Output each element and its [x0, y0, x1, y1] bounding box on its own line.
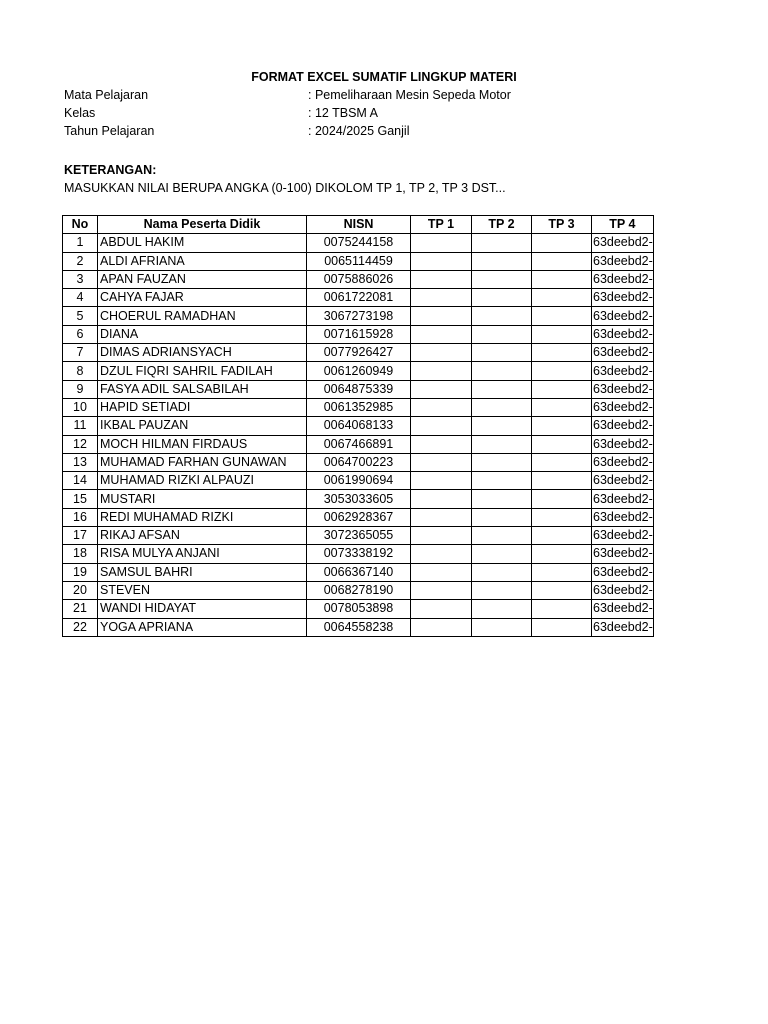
cell-tp1[interactable]	[411, 435, 472, 453]
meta-row-year	[64, 124, 664, 142]
table-row	[63, 527, 654, 545]
cell-tp2[interactable]	[472, 545, 532, 563]
table-row	[63, 289, 654, 307]
cell-no: 15	[63, 490, 98, 508]
cell-nisn: 0078053898	[307, 600, 411, 618]
keterangan-text: MASUKKAN NILAI BERUPA ANGKA (0-100) DIKOLOM TP 1, TP 2, TP 3 DST...	[64, 181, 506, 195]
cell-tp4[interactable]: 63deebd2-	[592, 600, 654, 618]
cell-tp2[interactable]	[472, 563, 532, 581]
cell-tp4[interactable]: 63deebd2-	[592, 618, 654, 636]
cell-tp4[interactable]: 63deebd2-	[592, 417, 654, 435]
cell-tp1[interactable]	[411, 234, 472, 252]
cell-nama: MOCH HILMAN FIRDAUS	[98, 435, 307, 453]
cell-tp4[interactable]: 63deebd2-	[592, 325, 654, 343]
meta-label: Kelas	[64, 106, 96, 120]
cell-tp2[interactable]	[472, 362, 532, 380]
cell-no: 7	[63, 344, 98, 362]
cell-tp3[interactable]	[532, 252, 592, 270]
cell-tp4[interactable]: 63deebd2-	[592, 563, 654, 581]
cell-nisn: 0066367140	[307, 563, 411, 581]
cell-tp2[interactable]	[472, 453, 532, 471]
cell-tp1[interactable]	[411, 362, 472, 380]
cell-nisn: 0067466891	[307, 435, 411, 453]
cell-no: 13	[63, 453, 98, 471]
cell-no: 18	[63, 545, 98, 563]
cell-nisn: 0064068133	[307, 417, 411, 435]
cell-tp4[interactable]: 63deebd2-	[592, 435, 654, 453]
cell-nisn: 0075244158	[307, 234, 411, 252]
cell-tp2[interactable]	[472, 270, 532, 288]
cell-tp3[interactable]	[532, 398, 592, 416]
cell-nama: RIKAJ AFSAN	[98, 527, 307, 545]
cell-tp3[interactable]	[532, 435, 592, 453]
cell-tp1[interactable]	[411, 527, 472, 545]
meta-label: Tahun Pelajaran	[64, 124, 155, 138]
meta-value: : 12 TBSM A	[308, 106, 378, 120]
cell-tp1[interactable]	[411, 545, 472, 563]
cell-nama: IKBAL PAUZAN	[98, 417, 307, 435]
cell-tp4[interactable]: 63deebd2-	[592, 344, 654, 362]
cell-tp3[interactable]	[532, 600, 592, 618]
cell-nisn: 0073338192	[307, 545, 411, 563]
cell-nisn: 0065114459	[307, 252, 411, 270]
table-row	[63, 563, 654, 581]
cell-nisn: 0061260949	[307, 362, 411, 380]
header-tp1: TP 1	[411, 216, 472, 234]
table-row	[63, 417, 654, 435]
cell-nama: MUSTARI	[98, 490, 307, 508]
table-row	[63, 453, 654, 471]
cell-nama: CAHYA FAJAR	[98, 289, 307, 307]
cell-tp3[interactable]	[532, 508, 592, 526]
cell-no: 22	[63, 618, 98, 636]
cell-tp3[interactable]	[532, 307, 592, 325]
cell-tp4[interactable]: 63deebd2-	[592, 472, 654, 490]
cell-no: 12	[63, 435, 98, 453]
meta-block	[64, 88, 664, 142]
cell-tp2[interactable]	[472, 490, 532, 508]
cell-tp1[interactable]	[411, 289, 472, 307]
cell-nisn: 3072365055	[307, 527, 411, 545]
cell-nama: FASYA ADIL SALSABILAH	[98, 380, 307, 398]
cell-nisn: 0071615928	[307, 325, 411, 343]
cell-tp4[interactable]: 63deebd2-	[592, 307, 654, 325]
meta-value: : Pemeliharaan Mesin Sepeda Motor	[308, 88, 511, 102]
table-row	[63, 380, 654, 398]
cell-no: 20	[63, 581, 98, 599]
cell-tp2[interactable]	[472, 344, 532, 362]
cell-tp3[interactable]	[532, 362, 592, 380]
cell-no: 1	[63, 234, 98, 252]
header-no: No	[63, 216, 98, 234]
cell-tp1[interactable]	[411, 398, 472, 416]
cell-tp4[interactable]: 63deebd2-	[592, 289, 654, 307]
cell-tp2[interactable]	[472, 581, 532, 599]
cell-tp1[interactable]	[411, 380, 472, 398]
table-row	[63, 270, 654, 288]
cell-nama: CHOERUL RAMADHAN	[98, 307, 307, 325]
cell-nisn: 0061352985	[307, 398, 411, 416]
cell-tp2[interactable]	[472, 417, 532, 435]
cell-tp3[interactable]	[532, 563, 592, 581]
cell-nama: YOGA APRIANA	[98, 618, 307, 636]
cell-nisn: 0075886026	[307, 270, 411, 288]
cell-tp3[interactable]	[532, 289, 592, 307]
cell-tp2[interactable]	[472, 307, 532, 325]
table-row	[63, 435, 654, 453]
cell-tp3[interactable]	[532, 234, 592, 252]
cell-nisn: 0062928367	[307, 508, 411, 526]
header-tp3: TP 3	[532, 216, 592, 234]
cell-tp4[interactable]: 63deebd2-	[592, 252, 654, 270]
cell-nisn: 0064558238	[307, 618, 411, 636]
cell-tp2[interactable]	[472, 508, 532, 526]
header-tp4: TP 4	[592, 216, 654, 234]
cell-tp1[interactable]	[411, 270, 472, 288]
student-table	[62, 215, 654, 637]
cell-tp4[interactable]: 63deebd2-	[592, 527, 654, 545]
cell-tp1[interactable]	[411, 472, 472, 490]
table-row	[63, 325, 654, 343]
cell-nisn: 0077926427	[307, 344, 411, 362]
cell-tp3[interactable]	[532, 417, 592, 435]
cell-tp1[interactable]	[411, 563, 472, 581]
document-title: FORMAT EXCEL SUMATIF LINGKUP MATERI	[251, 70, 517, 84]
cell-tp2[interactable]	[472, 472, 532, 490]
cell-tp2[interactable]	[472, 234, 532, 252]
cell-no: 4	[63, 289, 98, 307]
cell-nisn: 3053033605	[307, 490, 411, 508]
cell-tp3[interactable]	[532, 472, 592, 490]
cell-tp2[interactable]	[472, 618, 532, 636]
cell-nisn: 0061990694	[307, 472, 411, 490]
cell-tp2[interactable]	[472, 398, 532, 416]
meta-label: Mata Pelajaran	[64, 88, 149, 102]
cell-tp3[interactable]	[532, 380, 592, 398]
cell-tp2[interactable]	[472, 527, 532, 545]
table-row	[63, 581, 654, 599]
cell-no: 19	[63, 563, 98, 581]
cell-tp4[interactable]: 63deebd2-	[592, 581, 654, 599]
cell-tp1[interactable]	[411, 453, 472, 471]
cell-tp3[interactable]	[532, 325, 592, 343]
cell-tp2[interactable]	[472, 252, 532, 270]
cell-tp1[interactable]	[411, 325, 472, 343]
cell-tp4[interactable]: 63deebd2-	[592, 453, 654, 471]
cell-tp1[interactable]	[411, 252, 472, 270]
cell-nisn: 0061722081	[307, 289, 411, 307]
cell-nama: SAMSUL BAHRI	[98, 563, 307, 581]
cell-nama: ALDI AFRIANA	[98, 252, 307, 270]
cell-no: 16	[63, 508, 98, 526]
cell-tp3[interactable]	[532, 581, 592, 599]
cell-tp3[interactable]	[532, 270, 592, 288]
cell-no: 9	[63, 380, 98, 398]
table-row	[63, 398, 654, 416]
cell-tp4[interactable]: 63deebd2-	[592, 490, 654, 508]
table-header-row	[63, 216, 654, 234]
cell-nama: HAPID SETIADI	[98, 398, 307, 416]
cell-no: 14	[63, 472, 98, 490]
cell-nisn: 3067273198	[307, 307, 411, 325]
keterangan-title: KETERANGAN:	[64, 163, 157, 177]
cell-nama: MUHAMAD FARHAN GUNAWAN	[98, 453, 307, 471]
meta-value: : 2024/2025 Ganjil	[308, 124, 410, 138]
table-row	[63, 307, 654, 325]
cell-tp2[interactable]	[472, 289, 532, 307]
table-row	[63, 600, 654, 618]
cell-tp1[interactable]	[411, 508, 472, 526]
cell-no: 2	[63, 252, 98, 270]
cell-no: 3	[63, 270, 98, 288]
cell-tp3[interactable]	[532, 453, 592, 471]
cell-tp4[interactable]: 63deebd2-	[592, 380, 654, 398]
cell-tp1[interactable]	[411, 618, 472, 636]
cell-tp3[interactable]	[532, 344, 592, 362]
cell-tp4[interactable]: 63deebd2-	[592, 398, 654, 416]
cell-nama: REDI MUHAMAD RIZKI	[98, 508, 307, 526]
cell-no: 21	[63, 600, 98, 618]
cell-tp4[interactable]: 63deebd2-	[592, 362, 654, 380]
cell-tp1[interactable]	[411, 600, 472, 618]
cell-tp2[interactable]	[472, 600, 532, 618]
cell-tp3[interactable]	[532, 527, 592, 545]
meta-row-subject	[64, 88, 664, 106]
cell-tp1[interactable]	[411, 417, 472, 435]
cell-nama: DZUL FIQRI SAHRIL FADILAH	[98, 362, 307, 380]
table-row	[63, 545, 654, 563]
cell-nama: STEVEN	[98, 581, 307, 599]
cell-tp2[interactable]	[472, 325, 532, 343]
table-row	[63, 234, 654, 252]
cell-nama: WANDI HIDAYAT	[98, 600, 307, 618]
cell-no: 5	[63, 307, 98, 325]
cell-tp3[interactable]	[532, 618, 592, 636]
header-tp2: TP 2	[472, 216, 532, 234]
meta-row-class	[64, 106, 664, 124]
cell-tp4[interactable]: 63deebd2-	[592, 508, 654, 526]
header-nama: Nama Peserta Didik	[98, 216, 307, 234]
cell-tp1[interactable]	[411, 307, 472, 325]
table-body	[63, 234, 654, 637]
table-row	[63, 252, 654, 270]
cell-no: 8	[63, 362, 98, 380]
cell-nama: RISA MULYA ANJANI	[98, 545, 307, 563]
cell-nama: APAN FAUZAN	[98, 270, 307, 288]
header-nisn: NISN	[307, 216, 411, 234]
cell-nisn: 0064700223	[307, 453, 411, 471]
cell-nisn: 0064875339	[307, 380, 411, 398]
table-row	[63, 344, 654, 362]
cell-nama: DIANA	[98, 325, 307, 343]
table-row	[63, 618, 654, 636]
cell-tp3[interactable]	[532, 490, 592, 508]
cell-nama: MUHAMAD RIZKI ALPAUZI	[98, 472, 307, 490]
cell-tp1[interactable]	[411, 581, 472, 599]
cell-no: 6	[63, 325, 98, 343]
cell-nisn: 0068278190	[307, 581, 411, 599]
cell-no: 11	[63, 417, 98, 435]
cell-tp1[interactable]	[411, 344, 472, 362]
cell-nama: DIMAS ADRIANSYACH	[98, 344, 307, 362]
cell-no: 17	[63, 527, 98, 545]
table-row	[63, 472, 654, 490]
table-row	[63, 508, 654, 526]
table-row	[63, 362, 654, 380]
cell-tp2[interactable]	[472, 435, 532, 453]
cell-tp4[interactable]: 63deebd2-	[592, 545, 654, 563]
cell-nama: ABDUL HAKIM	[98, 234, 307, 252]
cell-no: 10	[63, 398, 98, 416]
cell-tp1[interactable]	[411, 490, 472, 508]
cell-tp4[interactable]: 63deebd2-	[592, 270, 654, 288]
cell-tp4[interactable]: 63deebd2-	[592, 234, 654, 252]
cell-tp2[interactable]	[472, 380, 532, 398]
table-row	[63, 490, 654, 508]
cell-tp3[interactable]	[532, 545, 592, 563]
